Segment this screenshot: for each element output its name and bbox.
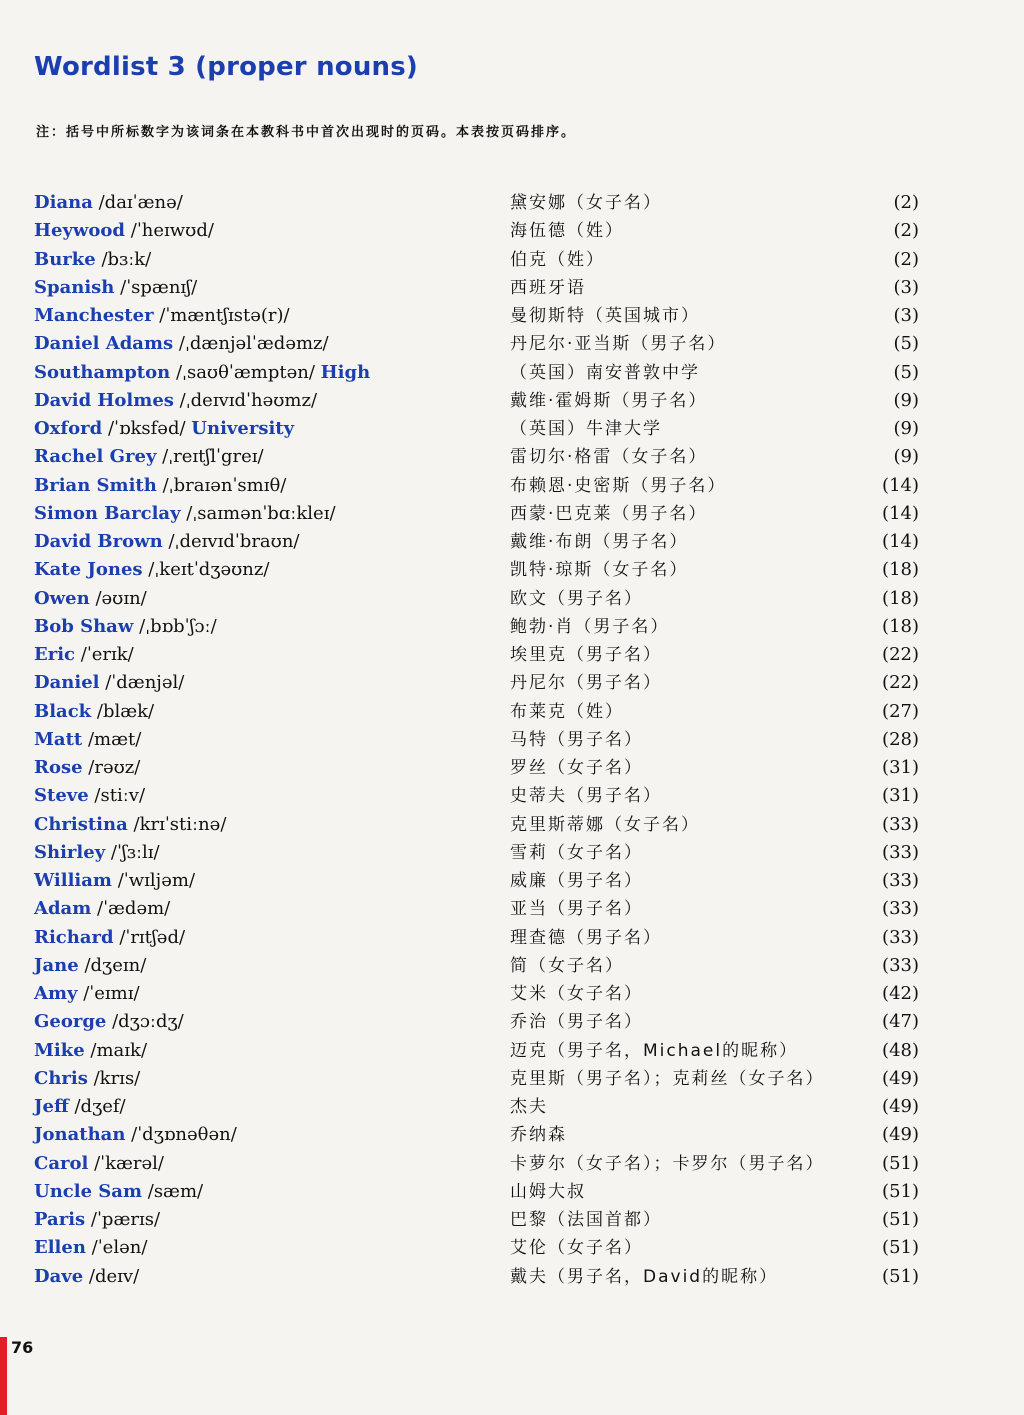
entry-page-ref: (9) <box>893 418 919 439</box>
entry-word-group <box>34 1206 160 1234</box>
entry-page-ref: (49) <box>882 1067 919 1089</box>
entry-word-group <box>34 782 145 810</box>
entry-word: Christina <box>34 813 128 835</box>
entry-phonetic: /krɪˈstiːnə/ <box>133 813 227 835</box>
wordlist-entry <box>0 585 1024 613</box>
entry-page-ref: (22) <box>882 644 919 665</box>
entry-page-ref: (51) <box>882 1152 919 1174</box>
entry-translation: 西蒙·巴克莱（男子名） <box>510 503 708 524</box>
entry-translation: 理查德（男子名） <box>510 927 662 948</box>
entry-word: Ellen <box>34 1237 86 1259</box>
entry-phonetic: /ˈdænjəl/ <box>105 672 185 694</box>
entry-page-ref: (33) <box>882 841 919 863</box>
entry-word: Rachel Grey <box>34 446 157 468</box>
wordlist-entry <box>0 613 1024 641</box>
entry-word-group <box>34 1093 126 1121</box>
wordlist-entry <box>0 189 1024 217</box>
wordlist-entry <box>0 1008 1024 1036</box>
wordlist-entry <box>0 980 1024 1008</box>
entry-phonetic: /ˈɒksfəd/ <box>107 418 186 439</box>
wordlist-entry <box>0 387 1024 415</box>
entry-phonetic: /ˈelən/ <box>91 1237 148 1259</box>
entry-word-group <box>34 528 299 556</box>
entry-word: Kate Jones <box>34 559 143 581</box>
wordlist-entry <box>0 528 1024 556</box>
entry-translation: 布赖恩·史密斯（男子名） <box>510 475 727 496</box>
entry-translation: 凯特·琼斯（女子名） <box>510 560 689 581</box>
entry-phonetic: /ˌkeɪtˈdʒəʊnz/ <box>148 559 270 581</box>
entry-translation: 巴黎（法国首都） <box>510 1210 662 1230</box>
entry-word: Simon Barclay <box>34 502 181 524</box>
entry-phonetic: /ˈʃɜːlɪ/ <box>110 841 160 863</box>
wordlist-entry <box>0 839 1024 867</box>
entry-translation: 雷切尔·格雷（女子名） <box>510 447 708 468</box>
wordlist-entry <box>0 556 1024 584</box>
wordlist-entry <box>0 782 1024 810</box>
page-edge-bar <box>0 1337 7 1415</box>
entry-phonetic: /ˌreɪtʃlˈgreɪ/ <box>162 446 264 468</box>
entry-translation: 黛安娜（女子名） <box>510 193 662 213</box>
wordlist-entry <box>0 1121 1024 1149</box>
entry-word: Jonathan <box>34 1124 126 1146</box>
entry-translation: 埃里克（男子名） <box>510 645 662 665</box>
wordlist-entry <box>0 1263 1024 1291</box>
entry-word: Matt <box>34 728 83 750</box>
entry-word: Paris <box>34 1209 86 1230</box>
entry-word-group <box>34 472 286 500</box>
entry-page-ref: (42) <box>882 983 919 1004</box>
entry-word-group <box>34 1150 164 1178</box>
entry-word: Brian Smith <box>34 474 157 496</box>
entry-word-group <box>34 641 134 669</box>
entry-translation: 卡萝尔（女子名）；卡罗尔（男子名） <box>510 1153 825 1174</box>
entry-page-ref: (14) <box>882 474 919 496</box>
entry-word: Spanish <box>34 276 115 298</box>
entry-phonetic: /deɪv/ <box>88 1265 140 1287</box>
entry-page-ref: (2) <box>893 192 919 213</box>
entry-word-continuation: University <box>191 418 295 439</box>
entry-page-ref: (28) <box>882 728 919 750</box>
wordlist-entry <box>0 1178 1024 1206</box>
entry-translation: 布莱克（姓） <box>510 701 624 722</box>
wordlist-entry <box>0 1150 1024 1178</box>
entry-translation: 克里斯（男子名）；克莉丝（女子名） <box>510 1068 825 1089</box>
wordlist-entry <box>0 1065 1024 1093</box>
entry-page-ref: (3) <box>893 305 919 326</box>
entry-word: Chris <box>34 1067 88 1089</box>
wordlist-entry <box>0 472 1024 500</box>
wordlist-entry <box>0 811 1024 839</box>
entry-page-ref: (33) <box>882 926 919 948</box>
entry-page-ref: (51) <box>882 1180 919 1202</box>
entry-phonetic: /dʒef/ <box>74 1096 126 1117</box>
entry-page-ref: (51) <box>882 1209 919 1230</box>
entry-translation: 简（女子名） <box>510 955 624 976</box>
entry-translation: 马特（男子名） <box>510 729 643 750</box>
wordlist-entry <box>0 443 1024 471</box>
entry-phonetic: /sæm/ <box>147 1180 204 1202</box>
entry-phonetic: /ˈmæntʃɪstə(r)/ <box>159 305 290 326</box>
entry-word: Jane <box>34 954 79 976</box>
entry-word: Daniel Adams <box>34 333 174 355</box>
entry-page-ref: (22) <box>882 672 919 694</box>
entry-word-group <box>34 895 170 923</box>
entry-translation: 艾米（女子名） <box>510 984 643 1004</box>
wordlist-entry <box>0 359 1024 387</box>
wordlist-entry <box>0 415 1024 443</box>
entry-phonetic: /ˈheɪwʊd/ <box>130 220 214 242</box>
entry-translation: 迈克（男子名，Michael的昵称） <box>510 1040 799 1061</box>
entry-translation: 杰夫 <box>510 1097 548 1117</box>
entry-word-group <box>34 1263 139 1291</box>
entry-page-ref: (33) <box>882 813 919 835</box>
entry-page-ref: (47) <box>882 1011 919 1033</box>
entry-word: Dave <box>34 1265 84 1287</box>
entry-phonetic: /ˌdeɪvɪdˈbraʊn/ <box>168 531 300 552</box>
wordlist-entry <box>0 754 1024 782</box>
entry-word: Adam <box>34 898 92 920</box>
entry-word-group <box>34 1065 140 1093</box>
entry-phonetic: /ˌsaʊθˈæmptən/ <box>175 361 315 383</box>
entry-word-group <box>34 952 146 980</box>
wordlist-entry <box>0 1206 1024 1234</box>
entry-translation: 海伍德（姓） <box>510 221 624 242</box>
entry-word-group <box>34 415 294 443</box>
entry-word: Diana <box>34 192 93 213</box>
entry-word-group <box>34 1178 203 1206</box>
page-title: Wordlist 3 (proper nouns) <box>34 52 419 82</box>
entry-word-group <box>34 274 197 302</box>
entry-translation: 欧文（男子名） <box>510 588 643 609</box>
entry-page-ref: (33) <box>882 898 919 920</box>
entry-phonetic: /ˈdʒɒnəθən/ <box>131 1124 237 1146</box>
entry-phonetic: /blæk/ <box>96 700 155 722</box>
entry-word-continuation: High <box>320 361 371 383</box>
entry-page-ref: (31) <box>882 785 919 807</box>
entry-phonetic: /bɜːk/ <box>101 248 152 270</box>
entry-translation: 乔纳森 <box>510 1125 567 1146</box>
entry-page-ref: (3) <box>893 276 919 298</box>
entry-word-group <box>34 754 140 782</box>
wordlist-entry <box>0 641 1024 669</box>
entry-translation: 伯克（姓） <box>510 249 605 270</box>
entry-word-group <box>34 669 184 697</box>
wordlist-entry <box>0 867 1024 895</box>
entry-translation: 乔治（男子名） <box>510 1012 643 1033</box>
entry-word: Heywood <box>34 220 126 242</box>
entry-word-group <box>34 1008 184 1036</box>
entry-page-ref: (18) <box>882 587 919 609</box>
entry-word: David Holmes <box>34 389 174 411</box>
entry-translation: 西班牙语 <box>510 277 586 298</box>
entry-translation: 罗丝（女子名） <box>510 758 643 778</box>
entry-word-group <box>34 613 217 641</box>
entry-phonetic: /daɪˈænə/ <box>98 192 183 213</box>
entry-word: Uncle Sam <box>34 1180 143 1202</box>
page-note: 注：括号中所标数字为该词条在本教科书中首次出现时的页码。本表按页码排序。 <box>36 125 577 140</box>
wordlist-entry <box>0 952 1024 980</box>
entry-word: Oxford <box>34 418 103 439</box>
entry-word-group <box>34 924 185 952</box>
entry-phonetic: /əʊɪn/ <box>95 587 147 609</box>
entry-word: Eric <box>34 644 76 665</box>
entry-phonetic: /ˈerɪk/ <box>80 644 134 665</box>
entry-word-group <box>34 839 160 867</box>
entry-word: Amy <box>34 983 78 1004</box>
entry-phonetic: /ˈeɪmɪ/ <box>83 983 140 1004</box>
entry-word: David Brown <box>34 531 163 552</box>
entry-word: Rose <box>34 757 83 778</box>
entry-word: Burke <box>34 248 96 270</box>
entry-page-ref: (18) <box>882 559 919 581</box>
entry-word: Manchester <box>34 305 154 326</box>
entry-page-ref: (27) <box>882 700 919 722</box>
entry-word-group <box>34 500 336 528</box>
entry-translation: 鲍勃·肖（男子名） <box>510 616 670 637</box>
entry-word-group <box>34 1121 237 1149</box>
entry-page-ref: (2) <box>893 248 919 270</box>
entry-translation: （英国）牛津大学 <box>510 419 662 439</box>
wordlist-entry <box>0 246 1024 274</box>
entry-phonetic: /ˈpærɪs/ <box>90 1209 161 1230</box>
wordlist-entry <box>0 330 1024 358</box>
entry-translation: 克里斯蒂娜（女子名） <box>510 814 700 835</box>
entry-page-ref: (9) <box>893 446 919 468</box>
entry-page-ref: (2) <box>893 220 919 242</box>
entry-word-group <box>34 302 290 330</box>
entry-page-ref: (14) <box>882 502 919 524</box>
entry-word-group <box>34 359 370 387</box>
entry-page-ref: (33) <box>882 954 919 976</box>
entry-word: Daniel <box>34 672 100 694</box>
entry-phonetic: /ˌsaɪmənˈbɑːkleɪ/ <box>186 502 336 524</box>
entry-translation: 戴维·布朗（男子名） <box>510 532 689 552</box>
entry-phonetic: /stiːv/ <box>94 785 146 807</box>
wordlist-entry <box>0 500 1024 528</box>
wordlist-entry <box>0 669 1024 697</box>
entry-word-group <box>34 698 154 726</box>
page-number-tab <box>0 1337 60 1415</box>
entry-word-group <box>34 811 226 839</box>
entry-word-group <box>34 726 141 754</box>
entry-word-group <box>34 556 269 584</box>
entry-phonetic: /ˌdeɪvɪdˈhəʊmz/ <box>179 389 318 411</box>
entry-phonetic: /dʒɔːdʒ/ <box>112 1011 184 1033</box>
entry-phonetic: /ˈkærəl/ <box>94 1152 164 1174</box>
entry-word: Shirley <box>34 841 106 863</box>
entry-phonetic: /rəʊz/ <box>88 757 141 778</box>
entry-word-group <box>34 217 214 245</box>
entry-word: Black <box>34 700 92 722</box>
entry-translation: 亚当（男子名） <box>510 899 643 920</box>
entry-phonetic: /ˌbraɪənˈsmɪθ/ <box>162 474 287 496</box>
entry-word-group <box>34 387 317 415</box>
entry-page-ref: (14) <box>882 531 919 552</box>
entry-word-group <box>34 1037 147 1065</box>
entry-page-ref: (51) <box>882 1265 919 1287</box>
entry-translation: 丹尼尔·亚当斯（男子名） <box>510 334 727 355</box>
entry-word: Jeff <box>34 1096 69 1117</box>
wordlist-entry <box>0 1093 1024 1121</box>
entry-word-group <box>34 189 183 217</box>
entry-phonetic: /dʒeɪn/ <box>84 954 147 976</box>
entry-page-ref: (49) <box>882 1096 919 1117</box>
entry-word-group <box>34 330 329 358</box>
entry-word-group <box>34 246 151 274</box>
entry-word-group <box>34 980 140 1008</box>
entry-word: George <box>34 1011 107 1033</box>
wordlist-entry <box>0 217 1024 245</box>
entry-word: William <box>34 870 112 891</box>
entry-page-ref: (5) <box>893 361 919 383</box>
entry-word: Richard <box>34 926 114 948</box>
entry-page-ref: (31) <box>882 757 919 778</box>
wordlist-entry <box>0 1037 1024 1065</box>
entry-page-ref: (51) <box>882 1237 919 1259</box>
wordlist-entry <box>0 924 1024 952</box>
wordlist-entry <box>0 698 1024 726</box>
wordlist-entry <box>0 895 1024 923</box>
entry-phonetic: /krɪs/ <box>93 1067 141 1089</box>
entry-page-ref: (33) <box>882 870 919 891</box>
entry-phonetic: /ˈædəm/ <box>97 898 171 920</box>
entry-page-ref: (5) <box>893 333 919 355</box>
entry-phonetic: /ˈrɪtʃəd/ <box>119 926 186 948</box>
entry-word: Carol <box>34 1152 89 1174</box>
entry-phonetic: /ˌdænjəlˈædəmz/ <box>178 333 329 355</box>
entry-phonetic: /ˈwɪljəm/ <box>117 870 196 891</box>
entry-phonetic: /mæt/ <box>87 728 142 750</box>
entry-translation: 山姆大叔 <box>510 1181 586 1202</box>
entry-word: Bob Shaw <box>34 615 134 637</box>
entry-word-group <box>34 867 195 895</box>
entry-translation: 丹尼尔（男子名） <box>510 673 662 694</box>
entry-word-group <box>34 443 264 471</box>
wordlist-entry <box>0 726 1024 754</box>
entry-phonetic: /maɪk/ <box>90 1039 148 1061</box>
entry-translation: 雪莉（女子名） <box>510 842 643 863</box>
entry-page-ref: (9) <box>893 389 919 411</box>
entry-word: Steve <box>34 785 89 807</box>
entry-word: Southampton <box>34 361 171 383</box>
entry-translation: 戴夫（男子名，David的昵称） <box>510 1266 779 1287</box>
wordlist-entry <box>0 1234 1024 1262</box>
entry-page-ref: (18) <box>882 615 919 637</box>
wordlist-entry <box>0 274 1024 302</box>
wordlist-entry <box>0 302 1024 330</box>
entry-word-group <box>34 1234 147 1262</box>
page-number: 76 <box>11 1338 34 1357</box>
entry-translation: 戴维·霍姆斯（男子名） <box>510 390 708 411</box>
entry-page-ref: (49) <box>882 1124 919 1146</box>
entry-word-group <box>34 585 147 613</box>
entry-translation: 威廉（男子名） <box>510 871 643 891</box>
entry-word: Owen <box>34 587 90 609</box>
entry-translation: （英国）南安普敦中学 <box>510 362 700 383</box>
entry-translation: 艾伦（女子名） <box>510 1238 643 1259</box>
entry-word: Mike <box>34 1039 85 1061</box>
entry-translation: 史蒂夫（男子名） <box>510 786 662 807</box>
entry-phonetic: /ˌbɒbˈʃɔː/ <box>139 615 217 637</box>
entry-phonetic: /ˈspænɪʃ/ <box>120 276 198 298</box>
entry-page-ref: (48) <box>882 1039 919 1061</box>
entry-translation: 曼彻斯特（英国城市） <box>510 306 700 326</box>
wordlist <box>0 189 1024 1291</box>
